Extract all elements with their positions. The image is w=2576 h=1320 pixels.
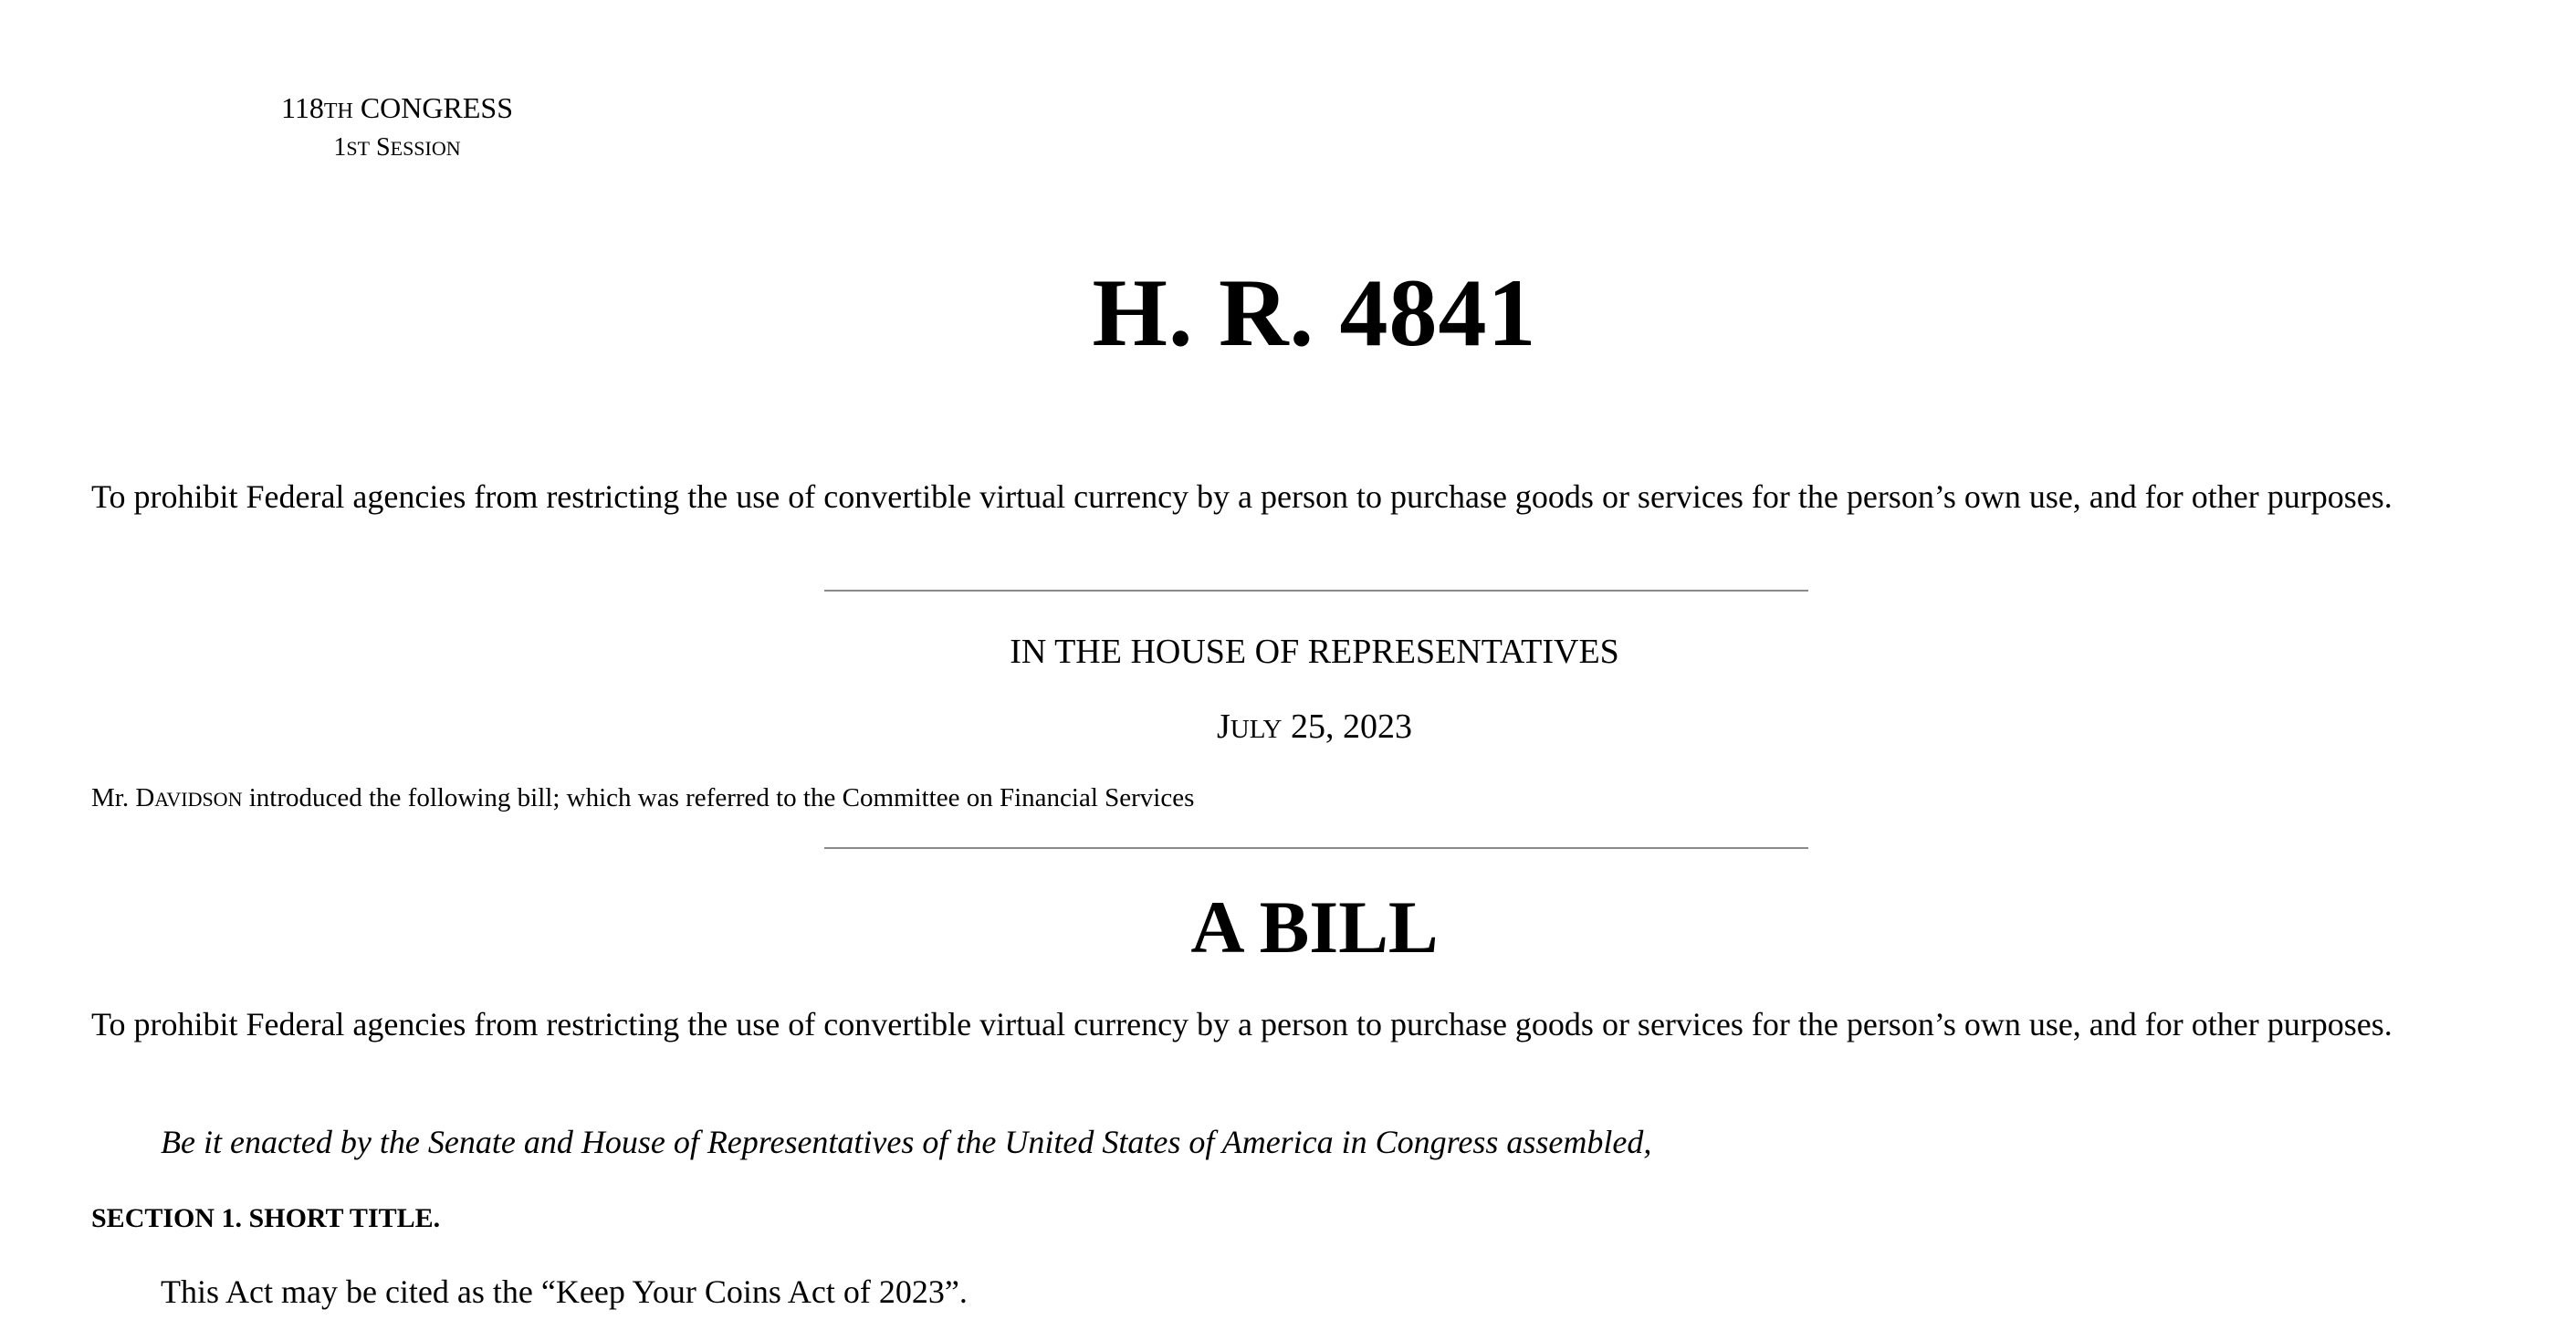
session-label-initial: S bbox=[370, 133, 391, 162]
date-month-initial: J bbox=[1217, 707, 1230, 746]
sponsor-name-initial: D bbox=[135, 783, 155, 812]
enacting-clause: Be it enacted by the Senate and House of Representatives of the United States of America in Congress assembled, bbox=[161, 1124, 1652, 1160]
bill-heading: A BILL bbox=[1190, 885, 1439, 969]
date-day-year: 25, 2023 bbox=[1282, 707, 1412, 746]
session-number: 1 bbox=[333, 133, 347, 162]
divider-top bbox=[824, 590, 1808, 592]
session-number-suffix: ST bbox=[346, 137, 371, 160]
introduction-date bbox=[0, 705, 2576, 751]
bill-number: H. R. 4841 bbox=[1092, 259, 1537, 366]
congress-number: 118 bbox=[281, 91, 324, 124]
bill-purpose-bottom: To prohibit Federal agencies from restricting the use of convertible virtual currency by a person to purchase goods or services for the person’s own use, and for other purposes. bbox=[91, 1006, 2393, 1042]
chamber-heading: IN THE HOUSE OF REPRESENTATIVES bbox=[1010, 633, 1619, 671]
introduction-statement bbox=[91, 781, 2465, 816]
date-month-rest: ULY bbox=[1230, 715, 1283, 744]
divider-bottom bbox=[824, 847, 1808, 849]
congress-number-suffix: TH bbox=[323, 100, 353, 123]
sponsor-title: Mr. bbox=[91, 783, 136, 812]
congress-session-header bbox=[228, 89, 566, 167]
session-line bbox=[228, 130, 566, 167]
bill-purpose-top: To prohibit Federal agencies from restricting the use of convertible virtual currency by a person to purchase goods or services for the person’s own use, and for other purposes. bbox=[91, 478, 2393, 515]
section-1-text: This Act may be cited as the “Keep Your Coins Act of 2023”. bbox=[161, 1273, 968, 1310]
session-label-rest: ESSION bbox=[390, 137, 461, 160]
congress-line bbox=[228, 89, 566, 130]
section-1-heading: SECTION 1. SHORT TITLE. bbox=[91, 1203, 441, 1233]
sponsor-name-rest: AVIDSON bbox=[154, 788, 243, 811]
congress-label: CONGRESS bbox=[352, 91, 513, 124]
referral-text: introduced the following bill; which was referred to the Committee on Financial Services bbox=[242, 783, 1195, 812]
